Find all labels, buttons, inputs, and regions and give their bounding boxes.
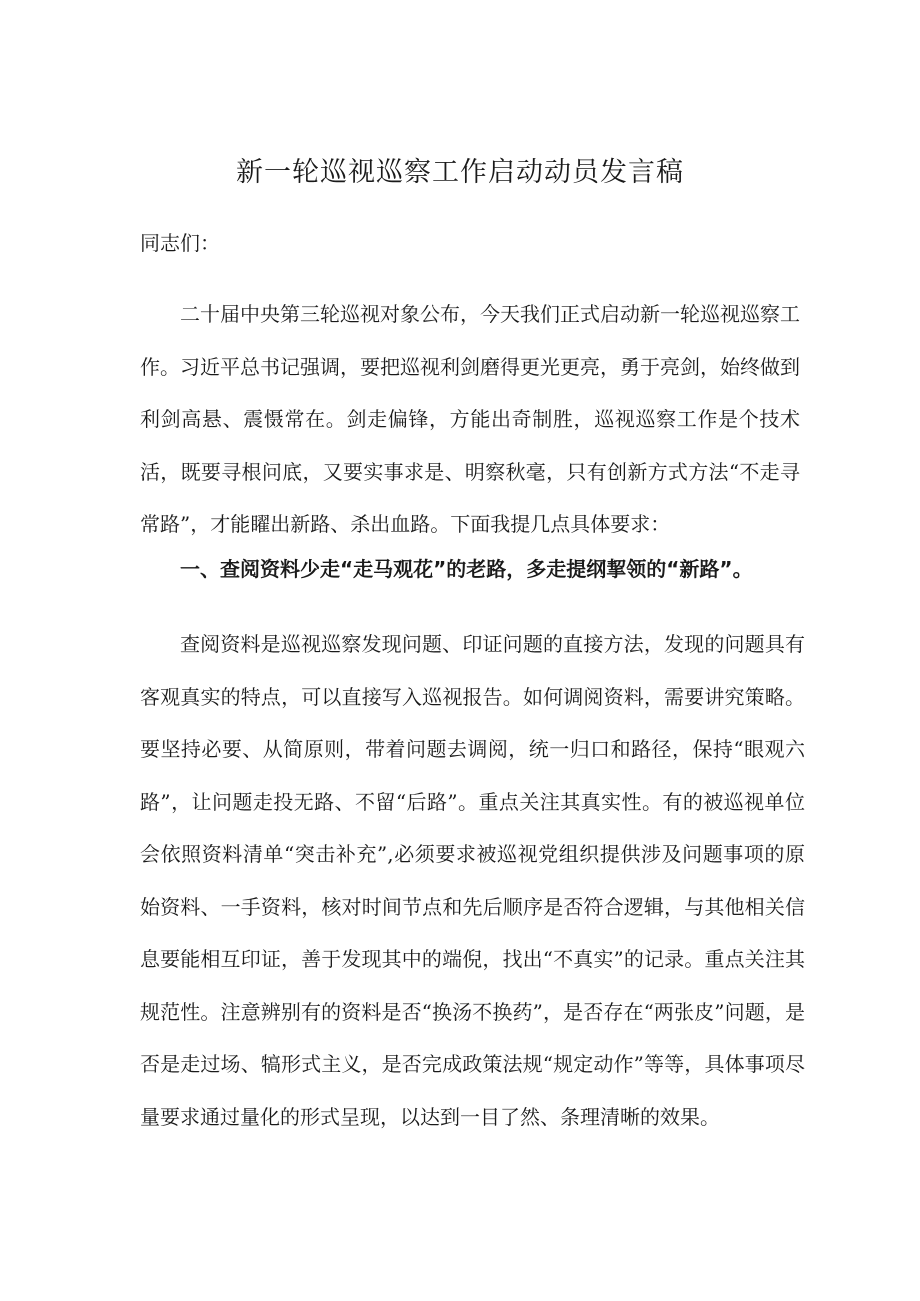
section-heading-1: 一、查阅资料少走“走马观花”的老路，多走提纲挈领的“新路”。: [180, 557, 753, 581]
document-title: 新一轮巡视巡察工作启动动员发言稿: [236, 157, 684, 188]
paragraph-section-1: 查阅资料是巡视巡察发现问题、印证问题的直接方法，发现的问题具有客观真实的特点，可以直接写入巡视报告。如何调阅资料，需要讲究策略。要坚持必要、从简原则，带着问题去调阅，统一归口和路径，保持“眼观六路”，让问题走投无路、不留“后路”。重点关注其真实性。有的被巡视单位会依照资料清单“突击补充”,必须要求被巡视党组织提供涉及问题事项的原始资料、一手资料，核对时间节点和先后顺序是否符合逻辑，与其他相关信息要能相互印证，善于发现其中的端倪，找出“不真实”的记录。重点关注其规范性。注意辨别有的资料是否“换汤不换药”，是否存在“两张皮”问题，是否是走过场、犒形式主义，是否完成政策法规“规定动作”等等，具体事项尽量要求通过量化的形式呈现，以达到一目了然、条理清晰的效果。: [140, 632, 805, 1129]
paragraph-intro: 二十届中央第三轮巡视对象公布，今天我们正式启动新一轮巡视巡察工作。习近平总书记强调，要把巡视利剑磨得更光更亮，勇于亮剑，始终做到利剑高悬、震慑常在。剑走偏锋，方能出奇制胜，巡视巡察工作是个技术活，既要寻根问底，又要实事求是、明察秋毫，只有创新方式方法“不走寻常路”，才能矅出新路、杀出血路。下面我提几点具体要求：: [140, 302, 800, 536]
salutation: 同志们：: [140, 231, 220, 255]
